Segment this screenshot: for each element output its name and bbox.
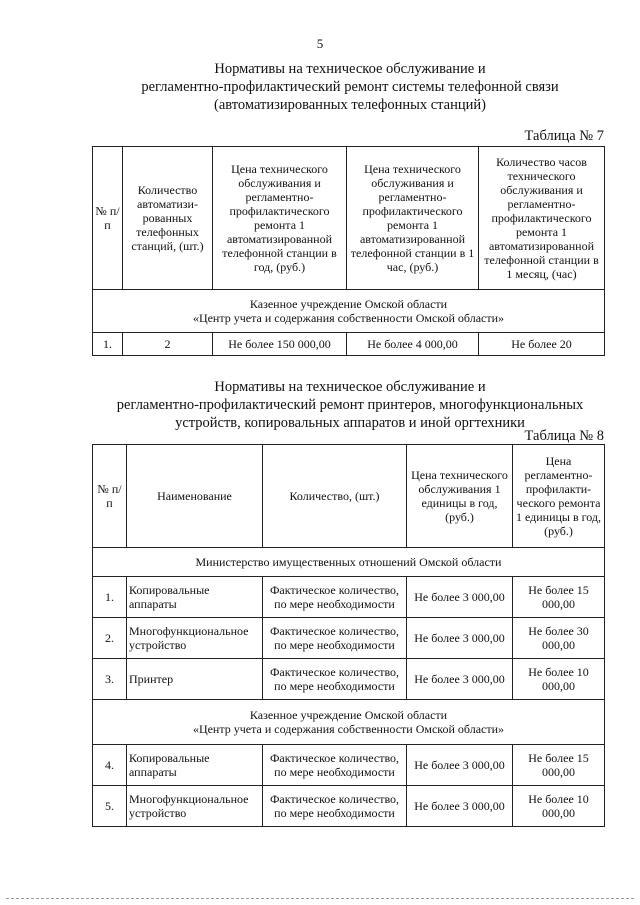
- table-cell: Фактическое количество, по мере необходимости: [263, 745, 407, 786]
- table-cell: Копировальные аппараты: [127, 745, 263, 786]
- table7-title: [60, 60, 640, 114]
- table-row: [93, 577, 605, 618]
- table-cell: Не более 10 000,00: [513, 659, 605, 700]
- table-cell: Многофункциональное устройство: [127, 618, 263, 659]
- table-cell: Фактическое количество, по мере необходимости: [263, 786, 407, 827]
- table8-title-line: устройств, копировальных аппаратов и иной оргтехники: [175, 415, 525, 431]
- table-cell: Не более 3 000,00: [407, 618, 513, 659]
- table-cell: Не более 15 000,00: [513, 577, 605, 618]
- table-cell: Не более 150 000,00: [213, 333, 347, 356]
- table-cell: Не более 30 000,00: [513, 618, 605, 659]
- table8-header-cell: Наименование: [127, 445, 263, 548]
- table-cell: 1.: [93, 577, 127, 618]
- table7-header-cell: № п/п: [93, 147, 123, 290]
- table-cell: Не более 20: [479, 333, 605, 356]
- page-number: 5: [316, 36, 324, 51]
- table8-header-cell: Цена технического обслуживания 1 единицы в год, (руб.): [407, 445, 513, 548]
- table7-header-cell: Количество часов технического обслуживания и регламентно-профилактического ремонта 1 автоматизированной телефонной станции в 1 месяц, (час): [479, 147, 605, 290]
- table7-group-row: [93, 290, 605, 333]
- table-cell: Не более 3 000,00: [407, 577, 513, 618]
- table8-header-cell: № п/п: [93, 445, 127, 548]
- table8-label: Таблица № 8: [524, 428, 604, 444]
- table8-header-cell: Количество, (шт.): [263, 445, 407, 548]
- table-7: [92, 146, 605, 356]
- table8-group-cell: [93, 700, 605, 745]
- table-cell: 5.: [93, 786, 127, 827]
- table7-title-line: (автоматизированных телефонных станций): [214, 97, 486, 113]
- table-cell: 4.: [93, 745, 127, 786]
- table-cell: Не более 15 000,00: [513, 745, 605, 786]
- table-cell: Фактическое количество, по мере необходимости: [263, 618, 407, 659]
- group-name-line: «Центр учета и содержания собственности Омской области»: [192, 311, 505, 325]
- table8-header-row: [93, 445, 605, 548]
- table-row: [93, 618, 605, 659]
- table-cell: Фактическое количество, по мере необходимости: [263, 577, 407, 618]
- table-cell: Копировальные аппараты: [127, 577, 263, 618]
- group-name-line: Казенное учреждение Омской области: [249, 297, 448, 311]
- table-cell: Не более 10 000,00: [513, 786, 605, 827]
- table8-title: [60, 378, 640, 432]
- table7-header-row: [93, 147, 605, 290]
- table-cell: Не более 3 000,00: [407, 745, 513, 786]
- table8-header-cell: Цена регламентно-профилакти-ческого ремонта 1 единицы в год, (руб.): [513, 445, 605, 548]
- table-row: [93, 786, 605, 827]
- page-bottom-divider: [6, 898, 634, 899]
- table-cell: Фактическое количество, по мере необходимости: [263, 659, 407, 700]
- table7-header-cell: Цена технического обслуживания и регламентно-профилактического ремонта 1 автоматизированной телефонной станции в год, (руб.): [213, 147, 347, 290]
- table7-header-cell: Количество автоматизи-рованных телефонных станций, (шт.): [123, 147, 213, 290]
- group-name-line: «Центр учета и содержания собственности Омской области»: [192, 722, 505, 736]
- table-cell: Не более 3 000,00: [407, 786, 513, 827]
- table-8: [92, 444, 605, 827]
- table-row: [93, 745, 605, 786]
- table-cell: 1.: [93, 333, 123, 356]
- table8-group-row: [93, 548, 605, 577]
- table-cell: 3.: [93, 659, 127, 700]
- table7-title-line: регламентно-профилактический ремонт системы телефонной связи: [141, 79, 559, 95]
- table-row: [93, 659, 605, 700]
- table-cell: 2: [123, 333, 213, 356]
- table7-label: Таблица № 7: [524, 128, 604, 144]
- table8-title-line: регламентно-профилактический ремонт принтеров, многофункциональных: [116, 397, 584, 413]
- table7-group-cell: [93, 290, 605, 333]
- table8-group-row: [93, 700, 605, 745]
- table-cell: 2.: [93, 618, 127, 659]
- table7-title-line: Нормативы на техническое обслуживание и: [214, 61, 486, 77]
- table-cell: Не более 4 000,00: [347, 333, 479, 356]
- group-name-line: Казенное учреждение Омской области: [249, 708, 448, 722]
- table8-title-line: Нормативы на техническое обслуживание и: [214, 379, 486, 395]
- table-cell: Многофункциональное устройство: [127, 786, 263, 827]
- table-row: [93, 333, 605, 356]
- table-cell: Не более 3 000,00: [407, 659, 513, 700]
- table-cell: Принтер: [127, 659, 263, 700]
- table8-group-cell: Министерство имущественных отношений Омской области: [93, 548, 605, 577]
- table7-header-cell: Цена технического обслуживания и регламентно-профилактического ремонта 1 автоматизированной телефонной станции в 1 час, (руб.): [347, 147, 479, 290]
